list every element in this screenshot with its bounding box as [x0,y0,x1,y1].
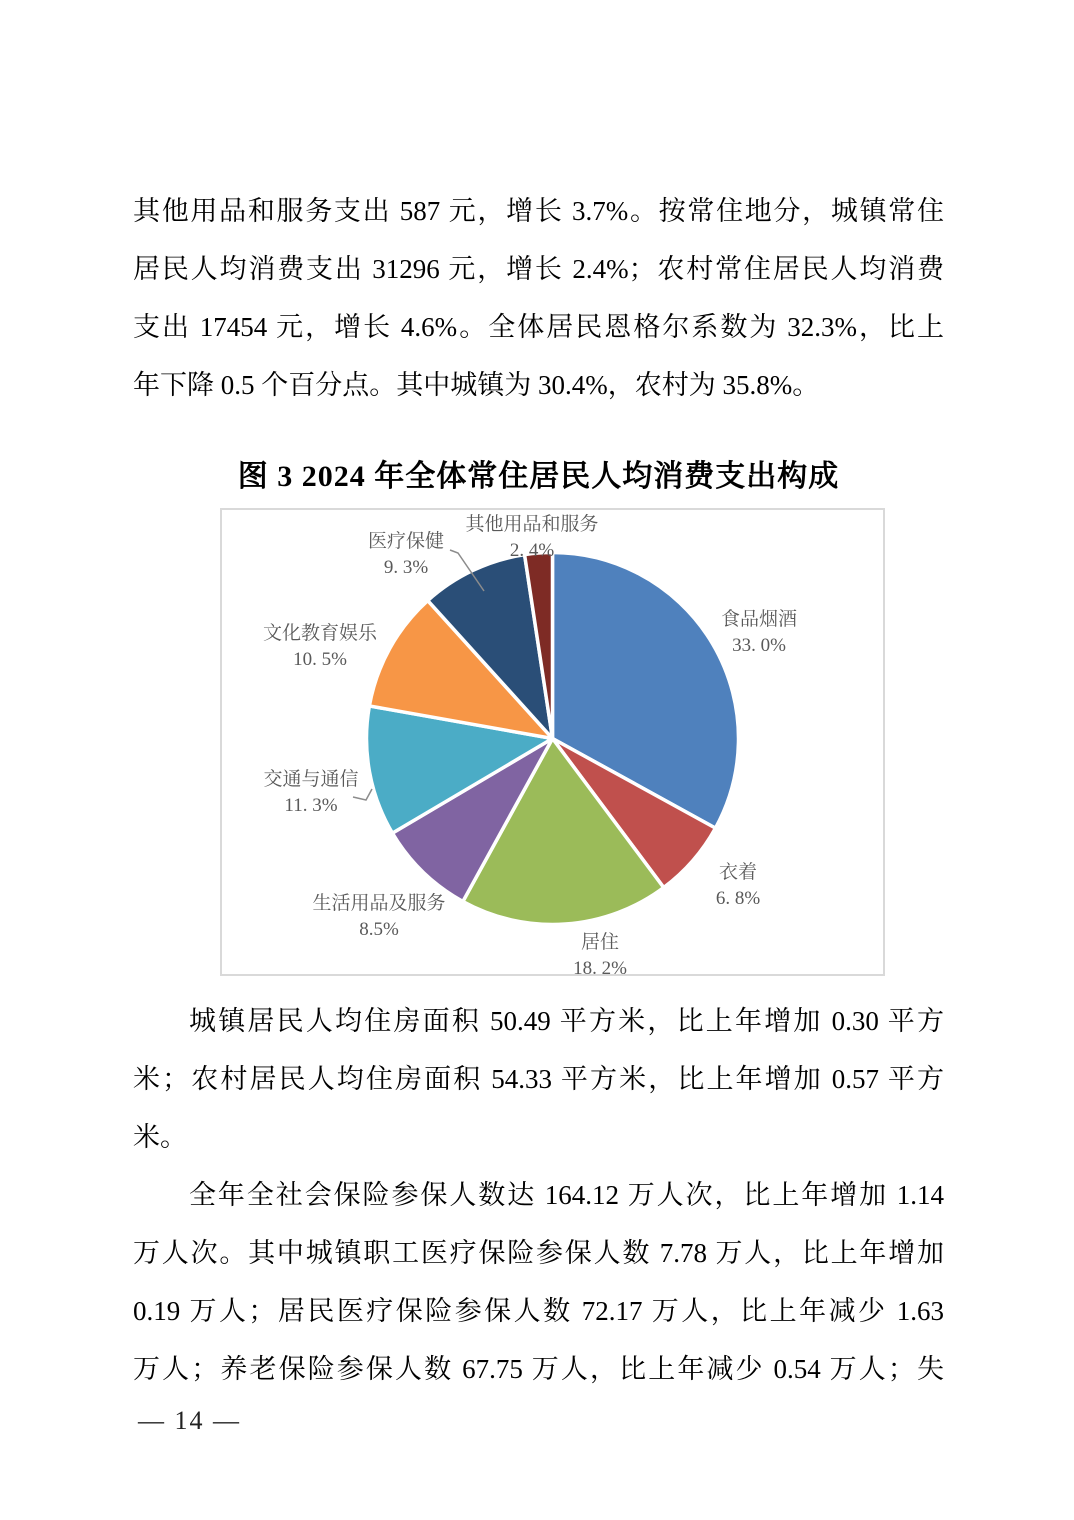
text-line: 全年全社会保险参保人数达 164.12 万人次，比上年增加 1.14 [189,1180,944,1210]
pie-label-other-goods-services [465,512,598,564]
text-line: 居民人均消费支出 31296 元，增长 2.4%；农村常住居民人均消费 [133,254,944,284]
pie-label-name: 医疗保健 [367,531,445,552]
pie-label-name: 生活用品及服务 [312,893,446,914]
pie-label-name: 食品烟酒 [720,609,798,630]
paragraph-housing-area [133,992,944,1166]
pie-label-name: 居住 [580,932,620,953]
pie-label-value: 8.5% [359,919,399,940]
pie-label-household-goods-services [312,891,445,943]
pie-label-food-tobacco [721,607,797,659]
text-line: 万人；养老保险参保人数 67.75 万人，比上年减少 0.54 万人；失 [133,1354,944,1384]
pie-label-clothing [716,860,760,912]
text-line: 万人次。其中城镇职工医疗保险参保人数 7.78 万人，比上年增加 [133,1238,944,1268]
pie-label-transport-communication [263,767,358,819]
paragraph-consumption [133,182,944,414]
pie-label-name: 文化教育娱乐 [262,623,378,644]
pie-label-value: 11. 3% [284,795,338,816]
pie-label-value: 33. 0% [732,635,786,656]
page-number: — 14 — [138,1406,241,1435]
paragraph-social-insurance [133,1166,944,1398]
text-line: 城镇居民人均住房面积 50.49 平方米，比上年增加 0.30 平方 [189,1006,944,1036]
pie-label-healthcare [368,529,444,581]
text-line: 其他用品和服务支出 587 元，增长 3.7%。按常住地分，城镇常住 [133,196,944,226]
text-line: 年下降 0.5 个百分点。其中城镇为 30.4%，农村为 35.8%。 [133,370,820,400]
pie-label-value: 2. 4% [509,540,555,561]
pie-chart-frame [220,508,885,979]
pie-label-name: 交通与通信 [263,769,359,790]
pie-label-name: 其他用品和服务 [465,514,599,535]
figure-title: 图 3 2024 年全体常住居民人均消费支出构成 [237,460,840,493]
pie-label-housing [573,930,627,982]
pie-label-value: 18. 2% [573,958,627,979]
pie-label-value: 9. 3% [383,557,429,578]
pie-label-value: 10. 5% [293,649,347,670]
pie-label-culture-education [263,621,377,673]
pie-label-name: 衣着 [718,862,758,883]
text-line: 米；农村居民人均住房面积 54.33 平方米，比上年增加 0.57 平方 [133,1064,944,1094]
text-line: 支出 17454 元，增长 4.6%。全体居民恩格尔系数为 32.3%，比上 [133,312,944,342]
text-line: 0.19 万人；居民医疗保险参保人数 72.17 万人，比上年减少 1.63 [133,1296,944,1326]
pie-label-value: 6. 8% [715,888,761,909]
text-line: 米。 [133,1122,187,1152]
